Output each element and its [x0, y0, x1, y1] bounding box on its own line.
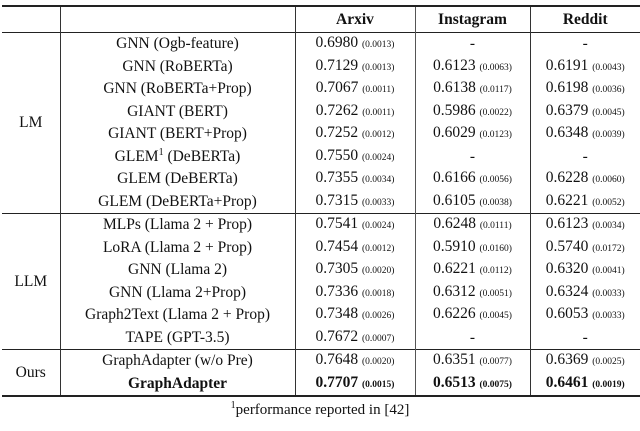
method-name — [60, 282, 295, 305]
score-cell — [295, 33, 415, 56]
score-std: (0.0018) — [362, 288, 395, 299]
score-cell — [530, 373, 640, 397]
score-cell — [295, 146, 415, 169]
score-value: 0.6221 — [433, 260, 476, 278]
method-name — [60, 168, 295, 191]
score-value: 0.6369 — [545, 351, 589, 369]
score-value: 0.5740 — [545, 237, 589, 255]
method-label: GNN (RoBERTa) — [122, 57, 233, 75]
score-value: 0.7305 — [315, 260, 359, 278]
method-name — [60, 327, 295, 350]
footnote-text: performance reported in [42] — [235, 402, 410, 418]
method-label: GLEM (DeBERTa) — [117, 170, 238, 188]
score-std: (0.0043) — [592, 62, 625, 73]
method-label: GNN (Llama 2+Prop) — [108, 283, 247, 301]
score-cell — [530, 168, 640, 191]
score-std: (0.0034) — [362, 175, 395, 186]
method-label: GLEM (DeBERTa+Prop) — [98, 192, 257, 210]
score-cell — [530, 237, 640, 260]
method-name — [60, 350, 295, 373]
score-cell — [295, 168, 415, 191]
table-row — [2, 327, 640, 350]
table-row — [2, 168, 640, 191]
score-cell — [530, 33, 640, 56]
table-row — [2, 282, 640, 305]
score-value: 0.6166 — [433, 169, 476, 187]
score-cell — [415, 237, 530, 260]
method-name — [60, 304, 295, 327]
score-std: (0.0024) — [362, 152, 395, 163]
score-std: (0.0026) — [362, 311, 395, 322]
method-name — [60, 33, 295, 56]
score-cell — [295, 101, 415, 124]
score-value: 0.7252 — [315, 124, 359, 142]
score-cell — [415, 101, 530, 124]
score-value: 0.6228 — [545, 169, 589, 187]
score-cell — [415, 304, 530, 327]
score-cell — [295, 350, 415, 373]
table-row — [2, 304, 640, 327]
table-row — [2, 373, 640, 397]
score-cell — [295, 123, 415, 146]
score-value: 0.6105 — [433, 191, 476, 209]
score-value: - — [582, 328, 588, 346]
method-label: GNN (Llama 2) — [128, 261, 227, 279]
score-cell — [530, 101, 640, 124]
score-value: 0.6980 — [315, 34, 359, 52]
method-suffix: (DeBERTa) — [163, 147, 241, 165]
score-std: (0.0012) — [362, 130, 395, 141]
score-value: 0.7315 — [315, 191, 359, 209]
score-value: 0.6029 — [433, 124, 476, 142]
score-cell — [415, 146, 530, 169]
method-name — [60, 214, 295, 237]
score-std: (0.0160) — [479, 243, 512, 254]
score-value: 0.6248 — [433, 215, 476, 233]
method-name — [60, 101, 295, 124]
score-std: (0.0015) — [362, 379, 395, 390]
score-cell — [415, 56, 530, 79]
group-label: LLM — [14, 272, 48, 290]
score-value: 0.6461 — [545, 373, 589, 391]
score-std: (0.0025) — [592, 357, 625, 368]
score-std: (0.0012) — [362, 243, 395, 254]
score-value: 0.5910 — [433, 237, 476, 255]
method-name — [60, 191, 295, 214]
score-cell — [295, 304, 415, 327]
score-cell — [415, 327, 530, 350]
group-label: Ours — [15, 363, 46, 381]
score-std: (0.0123) — [479, 130, 512, 141]
method-label: GraphAdapter — [127, 374, 228, 392]
score-cell — [415, 282, 530, 305]
score-std: (0.0060) — [592, 175, 625, 186]
method-label: Graph2Text (Llama 2 + Prop) — [85, 306, 270, 324]
method-name — [60, 123, 295, 146]
score-std: (0.0075) — [479, 379, 512, 390]
score-cell — [415, 214, 530, 237]
score-std: (0.0112) — [479, 266, 512, 277]
header-group — [2, 6, 60, 33]
score-cell — [295, 237, 415, 260]
score-cell — [295, 56, 415, 79]
score-value: 0.6123 — [545, 215, 589, 233]
method-name — [60, 146, 295, 169]
score-std: (0.0172) — [592, 243, 625, 254]
score-cell — [415, 123, 530, 146]
score-cell — [530, 123, 640, 146]
table-row — [2, 259, 640, 282]
score-value: 0.7067 — [315, 79, 359, 97]
score-cell — [530, 282, 640, 305]
score-std: (0.0051) — [479, 288, 512, 299]
method-label: GIANT (BERT+Prop) — [108, 125, 247, 143]
footnote — [0, 400, 640, 420]
table-row — [2, 33, 640, 56]
score-std: (0.0034) — [592, 221, 625, 232]
header-method — [60, 6, 295, 33]
score-std: (0.0039) — [592, 130, 625, 141]
table-row — [2, 237, 640, 260]
score-value: - — [469, 35, 476, 53]
score-cell — [295, 78, 415, 101]
score-cell — [530, 146, 640, 169]
score-value: 0.6123 — [433, 56, 476, 74]
footnote-mark: 1 — [230, 400, 236, 411]
score-cell — [415, 78, 530, 101]
score-cell — [415, 33, 530, 56]
score-value: 0.6513 — [433, 373, 476, 391]
header-instagram: Instagram — [415, 6, 530, 33]
score-cell — [530, 191, 640, 214]
score-std: (0.0045) — [479, 311, 512, 322]
method-label: MLPs (Llama 2 + Prop) — [102, 216, 253, 234]
method-name — [60, 259, 295, 282]
score-value: 0.7550 — [315, 146, 359, 164]
score-std: (0.0036) — [592, 85, 625, 96]
score-value: 0.7355 — [315, 169, 359, 187]
table-row — [2, 191, 640, 214]
table-row — [2, 56, 640, 79]
score-value: 0.6312 — [433, 282, 476, 300]
score-cell — [530, 327, 640, 350]
header-row — [2, 6, 640, 33]
method-name — [60, 78, 295, 101]
score-cell — [295, 327, 415, 350]
score-cell — [530, 78, 640, 101]
score-cell — [415, 191, 530, 214]
footnote-ref: 1 — [158, 146, 164, 158]
results-table — [2, 5, 640, 397]
score-std: (0.0022) — [479, 107, 512, 118]
score-std: (0.0077) — [479, 357, 512, 368]
score-cell — [415, 259, 530, 282]
score-value: 0.6138 — [433, 79, 476, 97]
table-row — [2, 101, 640, 124]
score-cell — [295, 214, 415, 237]
score-cell — [295, 282, 415, 305]
score-std: (0.0033) — [362, 197, 395, 208]
score-value: - — [469, 328, 476, 346]
table-row — [2, 123, 640, 146]
score-std: (0.0063) — [479, 62, 512, 73]
score-value: 0.6379 — [545, 101, 589, 119]
table-row — [2, 146, 640, 169]
score-std: (0.0020) — [362, 266, 395, 277]
table-row — [2, 214, 640, 237]
table-row — [2, 78, 640, 101]
score-std: (0.0020) — [362, 357, 395, 368]
header-arxiv: Arxiv — [295, 6, 415, 33]
score-cell — [530, 56, 640, 79]
score-std: (0.0024) — [362, 221, 395, 232]
score-cell — [415, 373, 530, 397]
score-std: (0.0033) — [592, 288, 625, 299]
score-value: 0.7262 — [315, 101, 359, 119]
score-std: (0.0052) — [592, 197, 625, 208]
header-reddit: Reddit — [530, 6, 640, 33]
score-std: (0.0011) — [362, 107, 395, 118]
score-std: (0.0045) — [592, 107, 625, 118]
score-value: 0.7129 — [315, 56, 359, 74]
method-name — [60, 373, 295, 397]
method-label: GNN (Ogb-feature) — [116, 35, 239, 53]
method-name — [60, 56, 295, 79]
score-value: - — [469, 147, 476, 165]
score-std: (0.0056) — [479, 175, 512, 186]
score-cell — [415, 350, 530, 373]
score-value: 0.6348 — [545, 124, 589, 142]
group-label: LM — [19, 114, 43, 131]
score-value: 0.6351 — [433, 351, 476, 369]
score-cell — [295, 373, 415, 397]
method-label: TAPE (GPT-3.5) — [125, 328, 230, 346]
score-cell — [530, 214, 640, 237]
score-value: 0.7707 — [315, 373, 359, 391]
score-std: (0.0111) — [479, 221, 512, 232]
method-label: GNN (RoBERTa+Prop) — [103, 80, 252, 98]
method-label: GraphAdapter (w/o Pre) — [102, 352, 253, 370]
score-value: 0.6221 — [545, 191, 589, 209]
score-std: (0.0033) — [592, 311, 625, 322]
score-std: (0.0041) — [592, 266, 625, 277]
score-cell — [295, 191, 415, 214]
score-cell — [415, 168, 530, 191]
table-row — [2, 350, 640, 373]
score-value: 0.7454 — [315, 237, 359, 255]
score-std: (0.0117) — [479, 85, 512, 96]
score-value: 0.6320 — [545, 260, 589, 278]
score-value: 0.6198 — [545, 79, 589, 97]
method-name — [60, 237, 295, 260]
score-std: (0.0013) — [362, 62, 395, 73]
score-std: (0.0013) — [362, 40, 395, 51]
score-value: 0.6191 — [545, 56, 589, 74]
score-std: (0.0011) — [362, 85, 395, 96]
score-cell — [530, 304, 640, 327]
score-cell — [530, 350, 640, 373]
method-label: LoRA (Llama 2 + Prop) — [102, 238, 253, 256]
score-std: (0.0038) — [479, 197, 512, 208]
score-std: (0.0019) — [592, 379, 625, 390]
score-value: 0.6226 — [433, 305, 476, 323]
score-value: 0.7348 — [315, 305, 359, 323]
score-value: 0.7541 — [315, 215, 359, 233]
score-cell — [295, 259, 415, 282]
score-value: 0.6324 — [545, 282, 589, 300]
score-value: 0.7672 — [315, 327, 359, 345]
score-value: 0.7648 — [315, 351, 359, 369]
score-value: 0.5986 — [433, 101, 476, 119]
score-std: (0.0007) — [362, 333, 395, 344]
score-value: 0.6053 — [545, 305, 589, 323]
score-value: - — [582, 147, 588, 165]
score-value: 0.7336 — [315, 282, 359, 300]
method-label: GIANT (BERT) — [127, 102, 228, 120]
score-cell — [530, 259, 640, 282]
method-label: GLEM — [114, 147, 159, 165]
score-value: - — [582, 35, 588, 53]
